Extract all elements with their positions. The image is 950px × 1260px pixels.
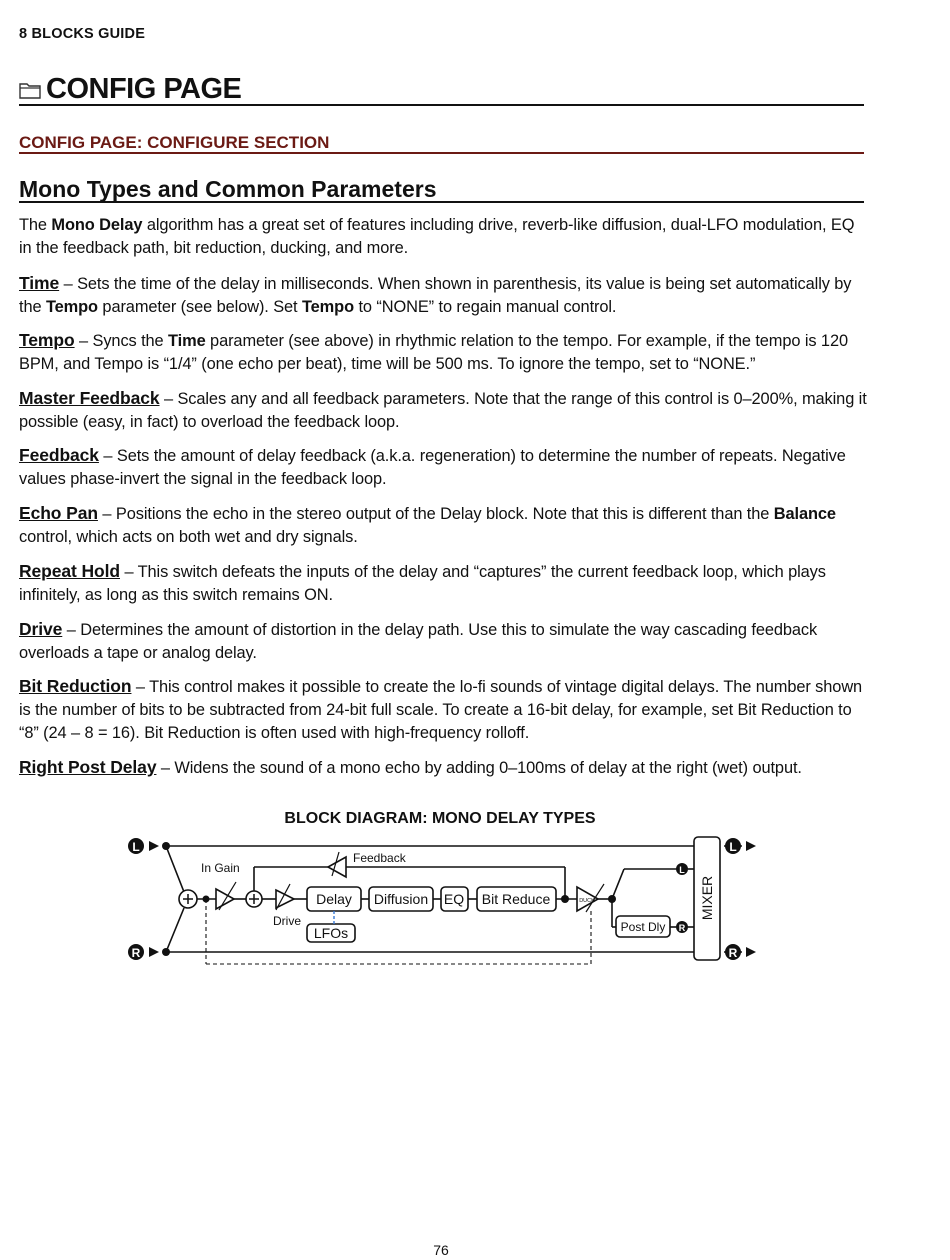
block-diagram [124, 832, 764, 972]
param-drive [19, 618, 867, 665]
param-text: – This control makes it possible to create the lo-fi sounds of vintage digital delays. The number shown is the number of bits to be subtracted from 24-bit full scale. To create a 16-bit delay, for example, set Bit Reduction to “8” (24 – 8 = 16). Bit Reduction is often used with high-frequency rolloff. [19, 678, 863, 742]
page-number: 76 [433, 1242, 449, 1258]
param-text: parameter (see above) in rhythmic relation to the tempo. For example, if the tempo is 120 BPM, and Tempo is “1/4” (one echo per beat), time will be 500 ms. To ignore the tempo, set to “NONE.” [19, 332, 848, 373]
param-text: parameter (see below). Set [97, 298, 302, 316]
param-term: Master Feedback [19, 388, 160, 408]
input-right-label: R [131, 946, 141, 960]
intro-paragraph: The Mono Delay algorithm has a great set of features including drive, reverb-like diffusion, dual-LFO modulation, EQ in the feedback path, bit reduction, ducking, and more. [19, 216, 855, 257]
param-term: Feedback [19, 445, 99, 465]
param-text: Balance [773, 505, 836, 523]
section-title: CONFIG PAGE [46, 73, 242, 105]
section-heading [19, 74, 864, 106]
eq-block: EQ [443, 891, 465, 907]
feedback-label: Feedback [353, 851, 406, 865]
param-echo-pan [19, 502, 867, 549]
drive-label: Drive [273, 914, 302, 928]
mixer-right-label: R [678, 923, 686, 933]
bit-reduce-block: Bit Reduce [481, 891, 551, 907]
param-master-feedback [19, 387, 867, 434]
topic-title: Mono Types and Common Parameters [19, 175, 864, 203]
mixer-left-label: L [679, 865, 685, 875]
param-text: Time [168, 332, 206, 350]
param-text: – Determines the amount of distortion in the delay path. Use this to simulate the way cascading feedback overloads a tape or analog delay. [19, 621, 818, 662]
param-text: control, which acts on both wet and dry signals. [19, 528, 358, 546]
param-text: – Scales any and all feedback parameters. Note that the range of this control is 0–200%, making it possible (easy, in fact) to overload the feedback loop. [19, 390, 867, 431]
param-text: Tempo [45, 298, 98, 316]
param-feedback [19, 444, 867, 491]
param-term: Tempo [19, 330, 75, 350]
param-text: – Sets the amount of delay feedback (a.k.a. regeneration) to determine the number of repeats. Negative values phase-invert the signal in the feedback loop. [19, 447, 846, 488]
param-bit-reduction [19, 675, 867, 745]
input-left-label: L [132, 840, 140, 854]
param-tempo [19, 329, 867, 376]
guide-title: 8 BLOCKS GUIDE [19, 26, 146, 42]
param-text: Tempo [301, 298, 354, 316]
in-gain-label: In Gain [201, 861, 240, 875]
param-term: Bit Reduction [19, 676, 132, 696]
param-text: – This switch defeats the inputs of the delay and “captures” the current feedback loop, which plays infinitely, as long as this switch remains ON. [19, 563, 826, 604]
delay-block: Delay [316, 891, 352, 907]
lfos-block: LFOs [313, 925, 349, 941]
diagram-title: BLOCK DIAGRAM: MONO DELAY TYPES [284, 810, 596, 827]
duck-label: DUCK [579, 898, 595, 904]
folder-icon [19, 81, 41, 99]
output-left-label: L [729, 840, 737, 854]
param-term: Time [19, 273, 60, 293]
post-delay-block: Post Dly [620, 920, 666, 934]
param-term: Echo Pan [19, 503, 98, 523]
param-time [19, 272, 867, 319]
param-term: Right Post Delay [19, 757, 157, 777]
param-term: Drive [19, 619, 63, 639]
param-text: to “NONE” to regain manual control. [353, 298, 617, 316]
param-repeat-hold [19, 560, 867, 607]
param-right-post-delay [19, 756, 867, 780]
output-right-label: R [728, 946, 738, 960]
diffusion-block: Diffusion [373, 891, 429, 907]
param-text: – Widens the sound of a mono echo by adding 0–100ms of delay at the right (wet) output. [156, 759, 802, 777]
param-text: – Sets the time of the delay in milliseconds. When shown in parenthesis, its value is being set automatically by the [19, 275, 852, 316]
mixer-label: MIXER [699, 875, 715, 921]
param-text: – Positions the echo in the stereo output of the Delay block. Note that this is different than the [97, 505, 774, 523]
param-term: Repeat Hold [19, 561, 120, 581]
subsection-title: CONFIG PAGE: CONFIGURE SECTION [19, 132, 864, 154]
param-text: – Syncs the [74, 332, 169, 350]
